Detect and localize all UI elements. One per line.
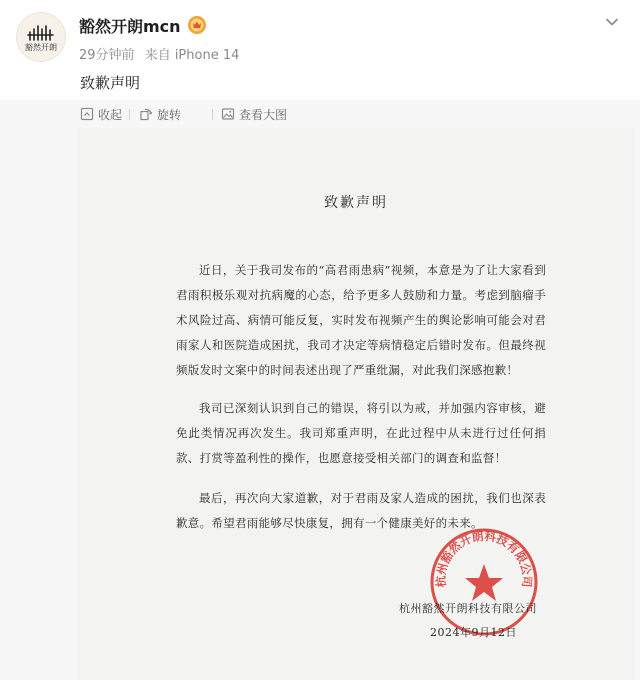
toolbar-divider (129, 109, 130, 120)
avatar-logo-icon (17, 13, 65, 61)
post-source: 来自 iPhone 14 (144, 48, 240, 63)
view-large-button[interactable] (221, 105, 287, 123)
vip-badge-icon[interactable] (187, 15, 207, 35)
collapse-button[interactable] (80, 105, 122, 123)
post-image[interactable] (0, 128, 640, 680)
view-large-label: 查看大图 (239, 107, 288, 122)
seal-text: 杭州豁然开朗科技有限公司 (433, 528, 535, 588)
document-paragraph-2: 我司已深刻认识到自己的错误，将引以为戒，并加强内容审核，避免此类情况再次发生。我司郑重声明，在此过程中从未进行过任何捐款、打赏等盈利性的操作，也愿意接受相关部门的调查和监督！ (176, 401, 546, 465)
post-header (0, 0, 640, 100)
document-date: 2024年9月12日 (430, 626, 517, 639)
post-time: 29分钟前 (79, 48, 135, 63)
avatar[interactable] (16, 12, 66, 62)
collapse-label: 收起 (98, 107, 123, 122)
rotate-icon (139, 107, 153, 121)
chevron-down-icon[interactable] (604, 14, 620, 30)
post-meta (79, 44, 245, 63)
rotate-button[interactable] (139, 105, 181, 123)
image-toolbar (0, 100, 640, 128)
company-seal (428, 526, 540, 638)
toolbar-divider (212, 109, 213, 120)
image-icon (221, 107, 235, 121)
document-title: 致歉声明 (324, 195, 388, 211)
rotate-label: 旋转 (157, 107, 182, 122)
avatar-text: 豁然开朗 (25, 43, 57, 52)
document-paragraph-3: 最后，再次向大家道歉，对于君雨及家人造成的困扰，我们也深表歉意。希望君雨能够尽快康复，拥有一个健康美好的未来。 (176, 491, 546, 530)
name-row (79, 14, 207, 36)
username[interactable]: 豁然开朗mcn (79, 16, 181, 36)
post-text: 致歉声明 (80, 74, 141, 92)
document-paragraph-1: 近日，关于我司发布的“高君雨患病”视频，本意是为了让大家看到君雨积极乐观对抗病魔的心态，给予更多人鼓励和力量。考虑到脑瘤手术风险过高、病情可能反复，实时发布视频产生的舆论影响可能会对君雨家人和医院造成困扰，我司才决定等病情稳定后错时发布。但最终视频版发时文案中的时间表述出现了严重纰漏，对此我们深感抱歉！ (176, 263, 546, 377)
apology-document (78, 128, 634, 680)
company-name: 杭州豁然开朗科技有限公司 (399, 602, 537, 615)
collapse-icon (80, 107, 94, 121)
